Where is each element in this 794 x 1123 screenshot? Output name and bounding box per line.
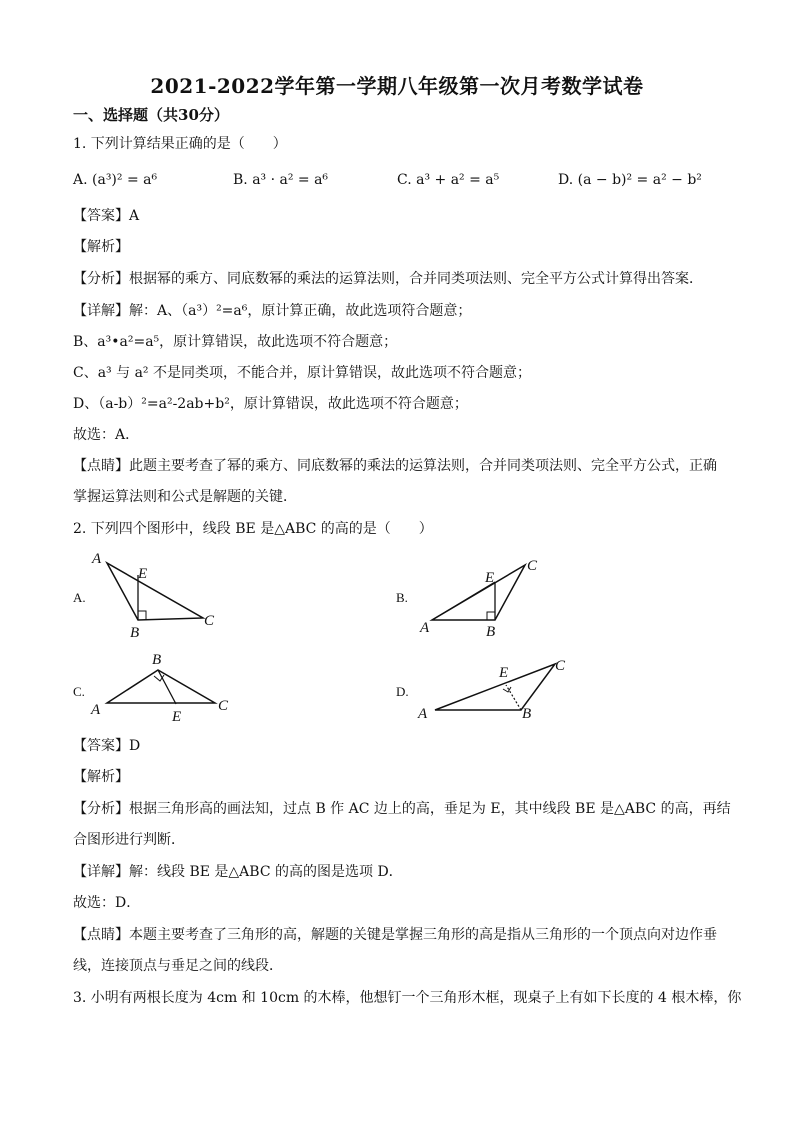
q2-comment-line2: 线，连接顶点与垂足之间的线段． bbox=[73, 958, 283, 974]
q1-answer: 【答案】A bbox=[73, 208, 140, 224]
vertex-b: B bbox=[522, 706, 532, 722]
q2-option-a-label: A. bbox=[73, 590, 86, 605]
vertex-e: E bbox=[138, 566, 148, 582]
q2-figure-d bbox=[415, 652, 575, 727]
vertex-c: C bbox=[218, 698, 229, 714]
vertex-c: C bbox=[527, 558, 538, 574]
vertex-b: B bbox=[130, 625, 140, 640]
q2-answer: 【答案】D bbox=[73, 738, 141, 754]
q2-comment-line1: 【点睛】本题主要考查了三角形的高，解题的关键是掌握三角形的高是指从三角形的一个顶点向对边作垂 bbox=[73, 927, 717, 943]
q1-option-c: C. a³ + a² = a⁵ bbox=[397, 172, 500, 188]
right-angle-mark bbox=[138, 611, 146, 619]
vertex-b: B bbox=[152, 652, 162, 668]
q2-jiexi: 【解析】 bbox=[73, 769, 129, 785]
q1-comment-line1: 【点睛】此题主要考查了幂的乘方、同底数幂的乘法的运算法则，合并同类项法则、完全平方公式，正确 bbox=[73, 458, 717, 474]
vertex-e: E bbox=[172, 709, 182, 725]
q2-analysis-line2: 合图形进行判断． bbox=[73, 832, 185, 848]
q2-option-d-label: D. bbox=[396, 684, 409, 699]
q1-detail-b: B、a³•a²=a⁵，原计算错误，故此选项不符合题意； bbox=[73, 334, 398, 350]
right-angle-mark bbox=[487, 612, 495, 620]
q2-figure-b bbox=[415, 552, 555, 642]
page-title: 2021-2022学年第一学期八年级第一次月考数学试卷 bbox=[150, 74, 644, 98]
section-heading: 一、选择题（共30分） bbox=[73, 106, 229, 124]
q1-detail: 【详解】解：A、（a³）²=a⁶，原计算正确，故此选项符合题意； bbox=[73, 303, 472, 319]
q1-option-b: B. a³ · a² = a⁶ bbox=[233, 172, 329, 188]
segment-ae bbox=[432, 582, 495, 620]
q1-analysis: 【分析】根据幂的乘方、同底数幂的乘法的运算法则，合并同类项法则、完全平方公式计算得出答案． bbox=[73, 271, 703, 287]
q1-choice: 故选：A． bbox=[73, 427, 140, 443]
vertex-c: C bbox=[555, 658, 566, 674]
vertex-e: E bbox=[485, 570, 495, 586]
q2-option-c-label: C. bbox=[73, 684, 85, 699]
vertex-a: A bbox=[92, 551, 102, 567]
vertex-b: B bbox=[486, 624, 496, 640]
q1-detail-c: C、a³ 与 a² 不是同类项，不能合并，原计算错误，故此选项不符合题意； bbox=[73, 365, 531, 381]
q2-figure-a bbox=[88, 545, 228, 640]
q1-option-a: A. (a³)² = a⁶ bbox=[73, 172, 158, 188]
q2-choice: 故选：D． bbox=[73, 895, 141, 911]
right-angle-mark bbox=[154, 675, 164, 681]
q3-stem: 3. 小明有两根长度为 4cm 和 10cm 的木棒，他想钉一个三角形木框，现桌子上有如下长度的 4 根木棒，你 bbox=[73, 990, 742, 1006]
q2-option-b-label: B. bbox=[396, 590, 408, 605]
vertex-a: A bbox=[91, 702, 101, 718]
q1-stem: 1. 下列计算结果正确的是（ ） bbox=[73, 136, 287, 152]
vertex-a: A bbox=[418, 706, 428, 722]
q1-detail-d: D、（a-b）²=a²-2ab+b²，原计算错误，故此选项不符合题意； bbox=[73, 396, 468, 412]
segment-be bbox=[506, 685, 521, 710]
q1-comment-line2: 掌握运算法则和公式是解题的关键． bbox=[73, 489, 297, 505]
q2-detail: 【详解】解：线段 BE 是△ABC 的高的图是选项 D． bbox=[73, 864, 403, 880]
triangle-abc bbox=[107, 563, 203, 620]
q1-option-d: D. (a − b)² = a² − b² bbox=[558, 172, 702, 188]
vertex-e: E bbox=[499, 665, 509, 681]
q2-figure-c bbox=[88, 650, 238, 730]
vertex-c: C bbox=[204, 613, 215, 629]
triangle-abc bbox=[435, 664, 555, 710]
q2-stem: 2. 下列四个图形中，线段 BE 是△ABC 的高的是（ ） bbox=[73, 521, 433, 537]
q1-jiexi: 【解析】 bbox=[73, 239, 129, 255]
vertex-a: A bbox=[420, 620, 430, 636]
q2-analysis-line1: 【分析】根据三角形高的画法知，过点 B 作 AC 边上的高，垂足为 E，其中线段 BE 是△ABC 的高，再结 bbox=[73, 801, 731, 817]
